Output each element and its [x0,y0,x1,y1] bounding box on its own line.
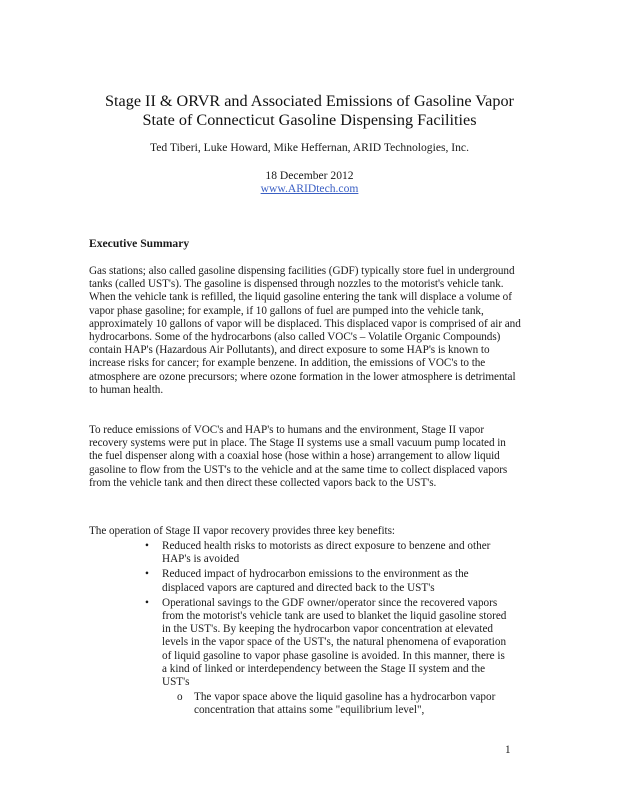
benefits-list [0,540,619,691]
section-heading: Executive Summary [89,237,190,250]
document-date: 18 December 2012 [265,169,354,182]
sub-bullet-marker: o [177,691,183,703]
paragraph-stage-ii: To reduce emissions of VOC's and HAP's to humans and the environment, Stage II vapor recovery systems were put in place. The Stage II systems use a small vacuum pump located in the fuel dispenser along with a coaxial hose (hose within a hose) arrangement to allow liquid gasoline to flow from the UST's to the vehicle and at the same time to collect displaced vapors from the vehicle tank and then direct these collected vapors back to the UST's. [89,424,508,489]
sub-bullet-text: The vapor space above the liquid gasoline has a hydrocarbon vapor concentration that attains some "equilibrium level", [194,691,496,717]
list-item: • Reduced impact of hydrocarbon emissions to the environment as the displaced vapors are captured and directed back to the UST's [0,568,512,594]
sub-list-item [177,691,517,717]
document-title-line-2: State of Connecticut Gasoline Dispensing Facilities [142,111,477,129]
document-title-line-1: Stage II & ORVR and Associated Emissions of Gasoline Vapor [105,92,514,110]
authors-line: Ted Tiberi, Luke Howard, Mike Heffernan, ARID Technologies, Inc. [150,141,469,154]
website-link[interactable]: www.ARIDtech.com [260,182,359,195]
paragraph-intro: Gas stations; also called gasoline dispensing facilities (GDF) typically store fuel in underground tanks (called UST's). The gasoline is dispensed through nozzles to the motorist's vehicle tank. When the vehicle tank is refilled, the liquid gasoline entering the tank will displace a volume of vapor phase gasoline; for example, if 10 gallons of fuel are pumped into the vehicle tank, approximately 10 gallons of vapor will be displaced. This displaced vapor is comprised of air and hydrocarbons. Some of the hydrocarbons (also called VOC's – Volatile Organic Compounds) contain HAP's (Hazardous Air Pollutants), and direct exposure to some HAP's is known to increase risks for cancer; for example benzene. In addition, the emissions of VOC's to the atmosphere are ozone precursors; where ozone formation in the lower atmosphere is detrimental to human health. [89,265,521,396]
list-item: • Operational savings to the GDF owner/operator since the recovered vapors from the motorist's vehicle tank are used to blanket the liquid gasoline stored in the UST's. By keeping the hydrocarbon vapor concentration at elevated levels in the vapor space of the UST's, the natural phenomena of evaporation of liquid gasoline to vapor phase gasoline is avoided. In this manner, there is a kind of linked or interdependency between the Stage II system and the UST's [0,597,512,689]
paragraph-benefits-intro: The operation of Stage II vapor recovery provides three key benefits: [89,525,395,537]
page-number: 1 [505,744,511,756]
list-item: • Reduced health risks to motorists as direct exposure to benzene and other HAP's is avoided [0,540,512,566]
